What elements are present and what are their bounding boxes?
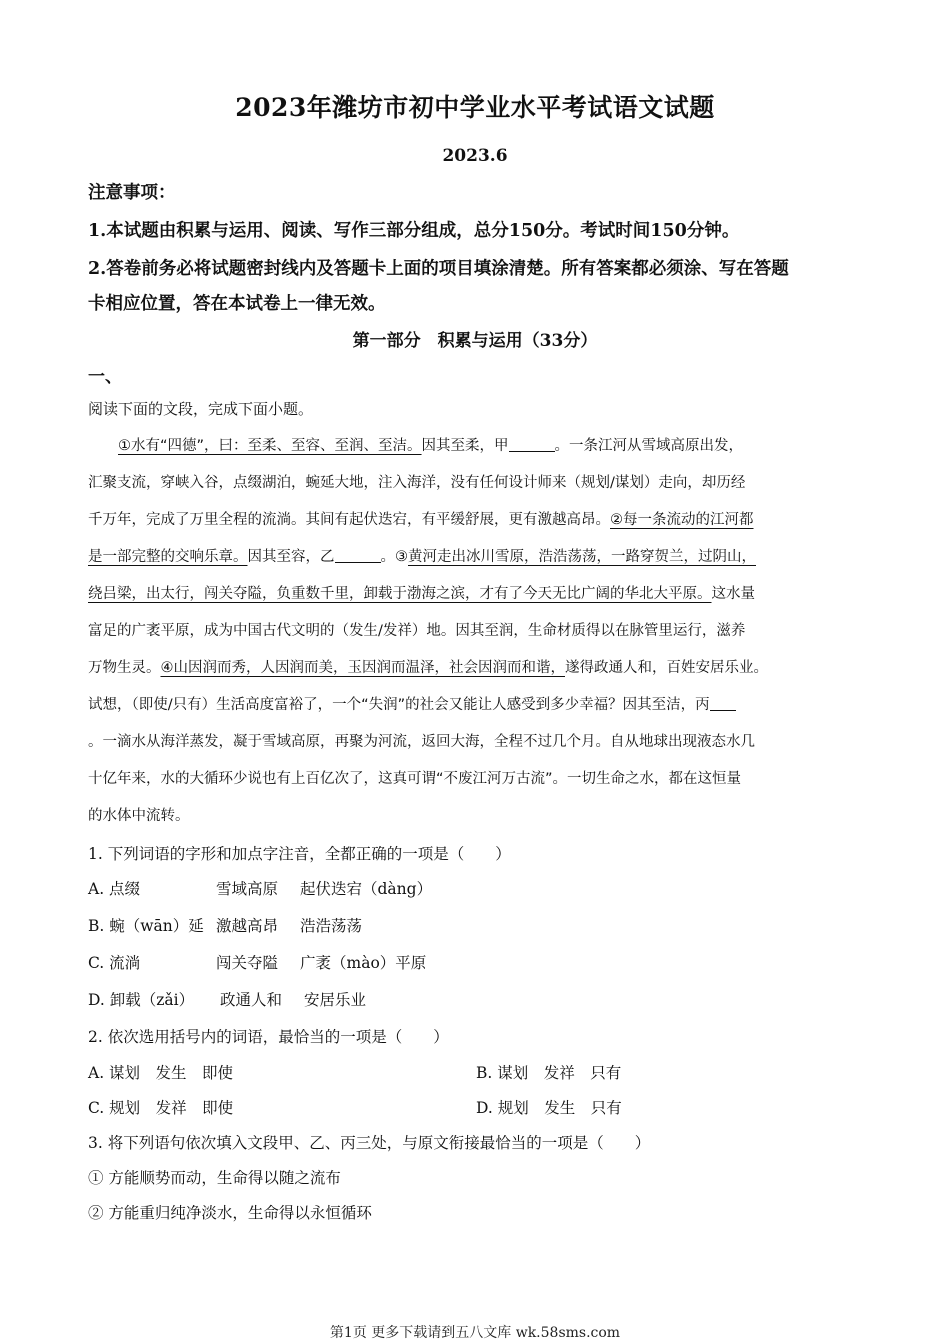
question-3-stem: 3. 将下列语句依次填入文段甲、乙、丙三处，与原文衔接最恰当的一项是（ ） (88, 1134, 651, 1152)
q3-item-2: ② 方能重归纯净淡水，生命得以永恒循环 (88, 1204, 372, 1222)
question-1-stem: 1. 下列词语的字形和加点字注音，全都正确的一项是（ ） (88, 845, 511, 863)
reading-intro: 阅读下面的文段，完成下面小题。 (88, 400, 314, 418)
exam-date: 2023.6 (442, 146, 508, 166)
notice-heading: 注意事项： (88, 183, 176, 203)
passage-line: 千万年，完成了万里全程的流淌。其间有起伏迭宕，有平缓舒展，更有激越高昂。②每一条流动的江河都 (88, 512, 754, 528)
q1-option-b[interactable]: B. 蜿（wān）延 激越高昂 浩浩荡荡 (88, 917, 363, 935)
q1-option-c[interactable]: C. 流淌 闯关夺隘 广袤（mào）平原 (88, 954, 427, 972)
passage-line: 富足的广袤平原，成为中国古代文明的（发生/发祥）地。因其至润，生命材质得以在脉管里运行，滋养 (88, 623, 746, 639)
q2-option-b[interactable]: B. 谋划 发祥 只有 (476, 1064, 622, 1082)
section-number: 一、 (88, 367, 122, 387)
notice-item-2: 2.答卷前务必将试题密封线内及答题卡上面的项目填涂清楚。所有答案都必须涂、写在答题 (88, 259, 789, 279)
passage-line: 万物生灵。④山因润而秀，人因润而美，玉因润而温泽，社会因润而和谐，遂得政通人和，百姓安居乐业。 (88, 660, 768, 676)
passage-line: 。一滴水从海洋蒸发，凝于雪域高原，再聚为河流，返回大海，全程不过几个月。自从地球出现液态水几 (88, 734, 755, 750)
passage-line: ①水有“四德”，曰：至柔、至容、至润、至洁。因其至柔，甲 。一条江河从雪域高原出发， (118, 438, 744, 454)
blank-yi (335, 548, 381, 564)
q1-option-d[interactable]: D. 卸载（zǎi） 政通人和 安居乐业 (88, 991, 367, 1009)
notice-item-2-cont: 卡相应位置，答在本试卷上一律无效。 (88, 294, 386, 314)
underlined-sentence-3: 黄河走出冰川雪原，浩浩荡荡，一路穿贺兰，过阴山， (408, 549, 756, 565)
passage-line: 汇聚支流，穿峡入谷，点缀湖泊，蜿延大地，注入海洋，没有任何设计师来（规划/谋划）走向，却历经 (88, 475, 746, 491)
passage-line: 绕吕梁，出太行，闯关夺隘，负重数千里，卸载于渤海之滨，才有了今天无比广阔的华北大平原。这水量 (88, 586, 755, 602)
passage-line: 试想，（即使/只有）生活高度富裕了，一个“失润”的社会又能让人感受到多少幸福？因其至洁，丙 (88, 687, 868, 724)
question-2-stem: 2. 依次选用括号内的词语，最恰当的一项是（ ） (88, 1028, 449, 1046)
reading-passage (88, 428, 868, 835)
part-title: 第一部分 积累与运用（33分） (352, 331, 598, 351)
underlined-sentence-1: ①水有“四德”，曰：至柔、至容、至润、至洁。 (118, 438, 422, 454)
blank-jia (509, 437, 555, 453)
passage-line: 的水体中流转。 (88, 808, 190, 824)
q1-option-a[interactable]: A. 点缀 雪域高原 起伏迭宕（dàng） (88, 880, 433, 898)
page-footer: 第1页 更多下载请到五八文库 wk.58sms.com (329, 1325, 621, 1341)
q2-option-d[interactable]: D. 规划 发生 只有 (476, 1099, 622, 1117)
q2-option-a[interactable]: A. 谋划 发生 即使 (88, 1064, 234, 1082)
q3-item-1: ① 方能顺势而动，生命得以随之流布 (88, 1169, 341, 1187)
blank-bing (710, 696, 736, 712)
underlined-sentence-2: ②每一条流动的江河都 (610, 512, 754, 528)
passage-line: 十亿年来，水的大循环少说也有上百亿次了，这真可谓“不废江河万古流”。一切生命之水，都在这恒量 (88, 771, 742, 787)
page-title: 2023年潍坊市初中学业水平考试语文试题 (235, 93, 715, 122)
notice-item-1: 1.本试题由积累与运用、阅读、写作三部分组成，总分150分。考试时间150分钟。 (88, 221, 740, 241)
q2-option-c[interactable]: C. 规划 发祥 即使 (88, 1099, 234, 1117)
passage-line: 是一部完整的交响乐章。因其至容，乙 。③黄河走出冰川雪原，浩浩荡荡，一路穿贺兰，过阴山， (88, 549, 756, 565)
underlined-sentence-4: ④山因润而秀，人因润而美，玉因润而温泽，社会因润而和谐， (160, 660, 565, 676)
